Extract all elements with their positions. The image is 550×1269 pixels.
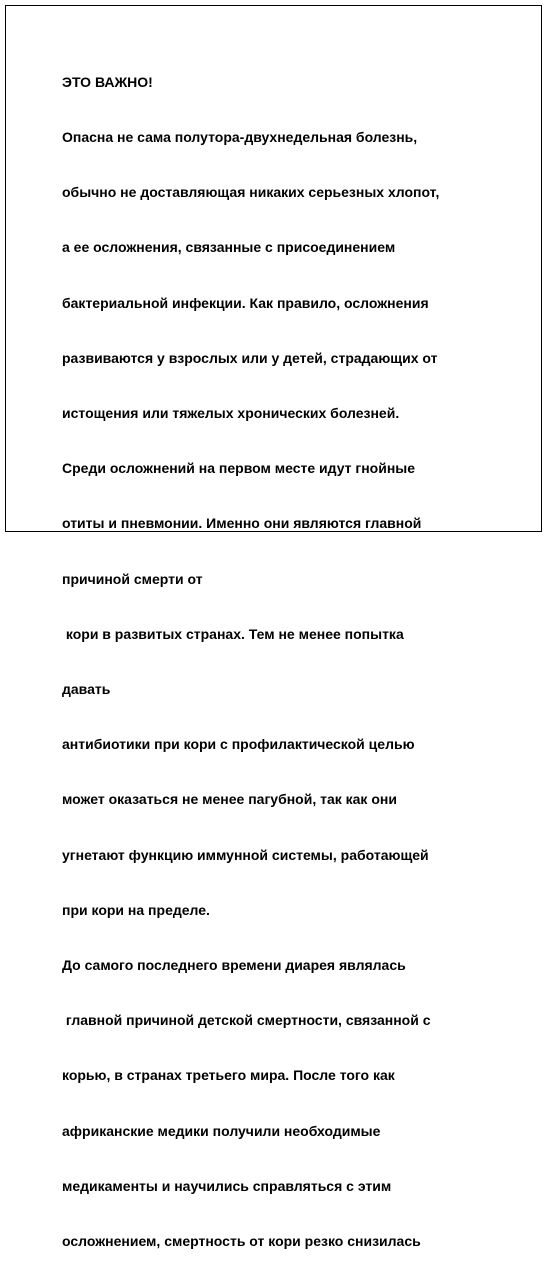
text-line: развиваются у взрослых или у детей, страдающих от — [62, 349, 438, 366]
text-line: угнетают функцию иммунной системы, работающей — [62, 846, 429, 863]
text-line: африканские медики получили необходимые — [62, 1122, 381, 1139]
text-line: давать — [62, 681, 111, 698]
text-line: причиной смерти от — [62, 570, 203, 587]
text-line: бактериальной инфекции. Как правило, осложнения — [62, 294, 429, 311]
text-line: при кори на пределе. — [62, 901, 210, 918]
heading: ЭТО ВАЖНО! — [62, 73, 153, 90]
article-text — [62, 36, 502, 1269]
text-line: До самого последнего времени диарея являлась — [62, 957, 406, 974]
text-line: а ее осложнения, связанные с присоединением — [62, 239, 396, 256]
text-line: антибиотики при кори с профилактической целью — [62, 736, 415, 753]
text-line: Среди осложнений на первом месте идут гнойные — [62, 460, 416, 477]
text-line: отиты и пневмонии. Именно они являются главной — [62, 515, 422, 532]
text-line: корью, в странах третьего мира. После того как — [62, 1067, 395, 1084]
text-line: кори в развитых странах. Тем не менее попытка — [62, 625, 404, 642]
text-line: обычно не доставляющая никаких серьезных хлопот, — [62, 184, 440, 201]
text-line: осложнением, смертность от кори резко снизилась — [62, 1233, 421, 1250]
text-line: Опасна не сама полутора-двухнедельная болезнь, — [62, 129, 418, 146]
text-line: истощения или тяжелых хронических болезней. — [62, 405, 400, 422]
text-line: медикаменты и научились справляться с этим — [62, 1177, 392, 1194]
text-line: главной причиной детской смертности, связанной с — [62, 1012, 431, 1029]
text-line: может оказаться не менее пагубной, так как они — [62, 791, 397, 808]
